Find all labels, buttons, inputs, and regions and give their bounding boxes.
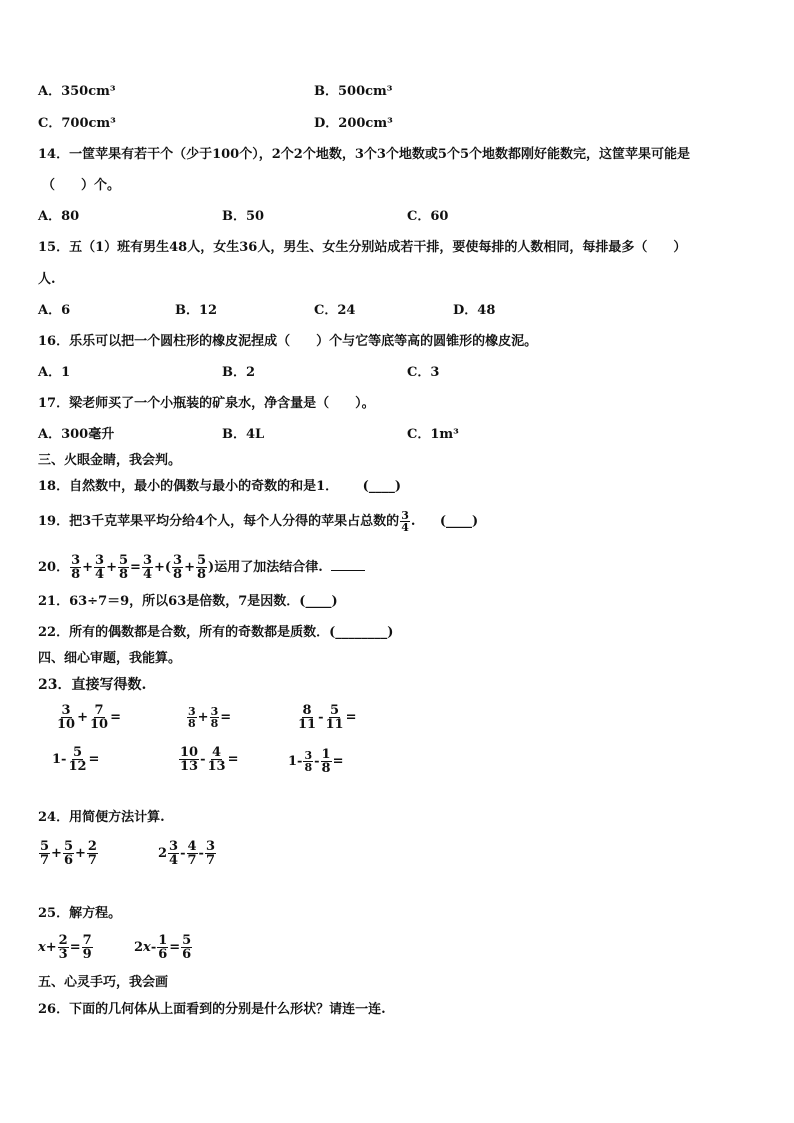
q23-expr-5: $\frac{10}{13}$ - $\frac{4}{13}$ = (180, 745, 239, 774)
q23-expr-3: $\frac{8}{11}$ - $\frac{5}{11}$ = (298, 703, 357, 732)
q15-option-a: A．6 (38, 303, 71, 318)
section-5-heading: 五、心灵手巧，我会画 (38, 975, 169, 990)
q20-answer-blank[interactable] (331, 570, 365, 571)
q24-title: 24．用简便方法计算. (38, 810, 165, 825)
q26-stem: 26．下面的几何体从上面看到的分别是什么形状？请连一连. (38, 1002, 386, 1017)
q23-expr-6: 1- $\frac{3}{8}$ - $\frac{1}{8}$ = (288, 747, 344, 776)
q24-expr-2: 2 $\frac{3}{4}$ - $\frac{4}{7}$ - $\frac{3}{7}$ (158, 839, 215, 868)
q16-option-a: A．1 (38, 365, 71, 380)
q14-option-a: A．80 (38, 209, 80, 224)
q23-expr-4: 1- $\frac{5}{12}$ = (52, 745, 100, 774)
q25-title: 25．解方程。 (38, 906, 122, 921)
q15-option-c: C．24 (314, 303, 356, 318)
section-4-heading: 四、细心审题，我能算。 (38, 651, 182, 666)
q15-option-b: B．12 (175, 303, 218, 318)
q14-stem-line1: 14．一筐苹果有若干个（少于100个），2个2个地数，3个3个地数或5个5个地数都刚好能数完，这筐苹果可能是 (38, 147, 691, 162)
q18-stem: 18．自然数中，最小的偶数与最小的奇数的和是1． (38, 479, 339, 494)
q14-stem-line2: （ ）个。 (42, 178, 121, 193)
q17-option-a: A．300毫升 (38, 427, 115, 442)
q18-answer-blank[interactable]: (____) (362, 479, 401, 494)
q20-stem: 运用了加法结合律. (214, 560, 323, 575)
q17-stem: 17．梁老师买了一个小瓶装的矿泉水，净含量是（ ）。 (38, 396, 375, 411)
q19-answer-blank[interactable]: (____) (439, 514, 479, 529)
section-3-heading: 三、火眼金睛，我会判。 (38, 453, 182, 468)
q14-option-b: B．50 (222, 209, 265, 224)
q20-frac-f: $\frac{5}{8}$ (197, 553, 207, 582)
q22-stem: 22．所有的偶数都是合数，所有的奇数都是质数．(________) (38, 625, 394, 640)
q13-option-d: D．200cm³ (314, 116, 393, 131)
q25-equation-2: 2x- $\frac{1}{6}$ = $\frac{5}{6}$ (134, 933, 192, 962)
q15-option-d: D．48 (453, 303, 496, 318)
q15-stem-line2: 人. (38, 272, 56, 287)
q20-frac-c: $\frac{5}{8}$ (119, 553, 129, 582)
q21-stem: 21．63÷7＝9，所以63是倍数，7是因数．(____) (38, 594, 338, 609)
q23-expr-2: $\frac{3}{8}$ + $\frac{3}{8}$ = (188, 705, 232, 730)
q16-option-b: B．2 (222, 365, 256, 380)
q25-equation-1: x+ $\frac{2}{3}$ = $\frac{7}{9}$ (38, 933, 92, 962)
q17-option-c: C．1m³ (407, 427, 459, 442)
q24-expr-1: $\frac{5}{7}$ + $\frac{5}{6}$ + $\frac{2}{7}$ (40, 839, 97, 868)
q20-line: 20． $\frac{3}{8}$ + $\frac{3}{4}$ + $\frac{5}{8}$ = $\frac{3}{4}$ +( $\frac{3}{8}$ + $\frac{5}{8}$ )运用了加法结合律. (38, 554, 365, 581)
q16-option-c: C．3 (407, 365, 440, 380)
q16-stem: 16．乐乐可以把一个圆柱形的橡皮泥捏成（ ）个与它等底等高的圆锥形的橡皮泥。 (38, 334, 538, 349)
q20-frac-a: $\frac{3}{8}$ (71, 553, 81, 582)
q15-stem-line1: 15．五（1）班有男生48人，女生36人，男生、女生分别站成若干排，要使每排的人数相同，每排最多（ ） (38, 240, 687, 255)
q23-expr-1: $\frac{3}{10}$ + $\frac{7}{10}$ = (57, 703, 121, 732)
q13-option-c: C．700cm³ (38, 116, 116, 131)
q19-fraction: $\frac{3}{4}$ (401, 509, 409, 534)
q20-frac-d: $\frac{3}{4}$ (142, 553, 152, 582)
q14-option-c: C．60 (407, 209, 449, 224)
q17-option-b: B．4L (222, 427, 265, 442)
q23-title: 23．直接写得数. (38, 677, 147, 693)
q13-option-a: A．350cm³ (38, 84, 116, 99)
q13-option-b: B．500cm³ (314, 84, 393, 99)
q20-frac-b: $\frac{3}{4}$ (95, 553, 105, 582)
q20-frac-e: $\frac{3}{8}$ (173, 553, 183, 582)
q19-stem: 19．把3千克苹果平均分给4个人，每个人分得的苹果占总数的 (38, 514, 400, 529)
